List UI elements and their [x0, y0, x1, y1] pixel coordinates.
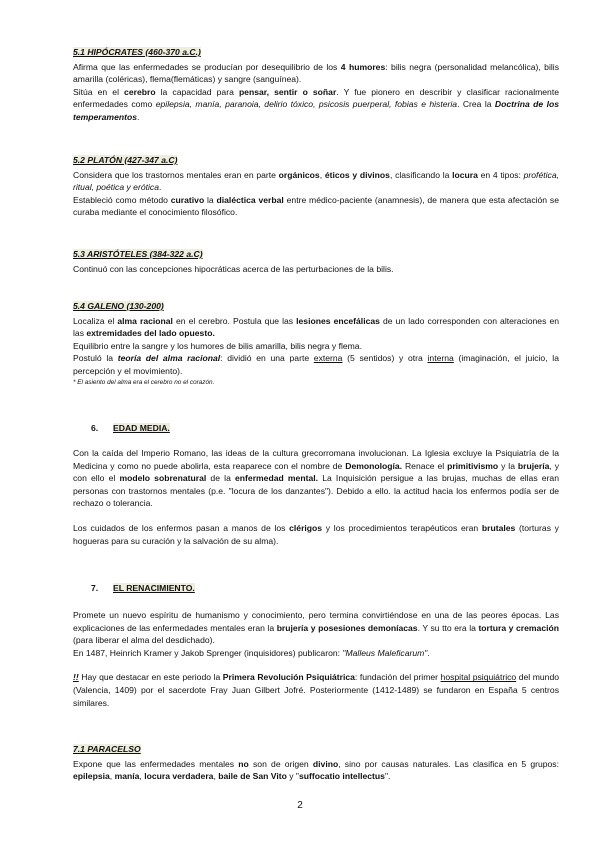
text-run: hospital psiquiátrico	[440, 672, 517, 683]
text-run: en el cerebro. Postula que las	[172, 315, 297, 326]
paragraph	[73, 315, 559, 340]
text-run: y la	[498, 460, 518, 471]
text-run: Promete un nuevo espíritu de humanismo y conocimiento, pero termina convirtiéndose en una de las peores épocas. Las explicaciones de las enfermedades mentales eran la	[73, 610, 559, 633]
text-run: tortura y cremación	[478, 622, 559, 633]
text-run: , clasificando la	[389, 169, 453, 180]
section-heading: 5.1 HIPÓCRATES (460-370 a.C.)	[73, 47, 201, 57]
text-run: curativo	[170, 194, 205, 205]
footnote: * El asiento del alma era el cerebro no el corazón.	[73, 378, 215, 386]
text-run: Sitúa en el	[73, 86, 125, 97]
text-run: clérigos	[289, 522, 323, 533]
paragraph	[73, 194, 559, 219]
text-run: , y con ello el	[73, 460, 559, 484]
paragraph	[73, 671, 559, 709]
paragraph	[73, 447, 559, 510]
text-run: dialéctica verbal	[216, 194, 284, 205]
text-run: : bilis negra (personalidad melancólica), bilis amarilla (coléricas), flema(flemáticas) y sangre (sanguínea).	[73, 61, 559, 85]
text-run: son de origen	[248, 758, 313, 769]
text-run: de un lado corresponden con alteraciones en las	[73, 315, 559, 339]
text-run: ,	[319, 169, 325, 180]
text-run: externa	[313, 353, 343, 364]
renacimiento-body	[73, 609, 559, 709]
text-run: ".	[384, 771, 391, 782]
text-run: interna	[427, 353, 454, 364]
text-run: primitivismo	[447, 460, 499, 471]
text-run: (para liberar el alma del desdichado).	[73, 635, 215, 646]
paragraph	[73, 61, 559, 86]
section-heading: 5.3 ARISTÓTELES (384-322 a.C)	[73, 249, 203, 259]
text-run: éticos y divinos	[324, 169, 390, 180]
text-run: .	[427, 647, 430, 658]
text-run: La Inquisición persigue a las brujas, muchas de ellas eran personas con trastornos mentales (p.e. "locura de los danzantes"). Debido a ello. la actitud hacia los enfermos podía ser de rechazo o tolerancia.	[73, 473, 559, 509]
text-run: ,	[109, 771, 115, 782]
paragraph	[73, 169, 559, 194]
text-run: orgánicos	[278, 169, 320, 180]
text-run: y los procedimientos terapéuticos eran	[322, 522, 482, 533]
text-run: divino	[312, 758, 339, 769]
section-heading: 5.2 PLATÓN (427-347 a.C)	[73, 155, 178, 165]
section-galeno	[73, 300, 559, 387]
text-run: Primera Revolución Psiquiátrica	[222, 672, 355, 683]
text-run: (torturas y hogueras para su curación y la salvación de su alma).	[73, 522, 559, 546]
text-run: la	[204, 194, 217, 205]
text-run: Considera que los trastornos mentales eran en parte	[73, 169, 279, 180]
text-run: Hay que destacar en este periodo la	[78, 672, 223, 683]
text-run: lesiones encefálicas	[296, 315, 380, 326]
text-run: no	[238, 758, 249, 769]
text-run: "Malleus Maleficarum"	[342, 647, 428, 658]
text-run: En 1487, Heinrich Kramer y Jakob Sprenger (inquisidores) publicaron:	[73, 647, 343, 658]
text-run: Estableció como método	[73, 194, 171, 205]
paragraph	[73, 263, 559, 276]
text-run: . Crea la	[457, 99, 495, 110]
paragraph	[73, 522, 559, 547]
text-run: Expone que las enfermedades mentales	[73, 758, 239, 769]
paragraph	[73, 352, 559, 377]
paragraph	[73, 609, 559, 647]
text-run: y "	[286, 771, 299, 782]
text-run: (imaginación, el juicio, la percepción y el movimiento).	[73, 353, 559, 376]
section-hipocrates	[73, 46, 559, 124]
text-run: . Y fue pionero en describir y clasificar racionalmente enfermedades como	[73, 86, 560, 110]
text-run: manía	[114, 771, 140, 782]
text-run: : dividió en una parte	[220, 353, 314, 364]
section-number: 7.	[91, 583, 99, 593]
section-heading: 7.1 PARACELSO	[73, 744, 141, 754]
text-run: .	[158, 182, 162, 193]
text-run: teoría del alma racional	[117, 353, 221, 364]
paragraph	[73, 86, 559, 124]
text-run: la capacidad para	[155, 86, 239, 97]
text-run: locura verdadera	[144, 771, 214, 782]
text-run: baile de San Vito	[218, 771, 287, 782]
paragraph	[73, 758, 559, 783]
text-run: !!	[73, 672, 79, 683]
text-run: Los cuidados de los enfermos pasan a manos de los	[73, 522, 290, 533]
text-run: Con la caída del Imperio Romano, las ideas de la cultura grecorromana involucionan. La Iglesia excluye la Psiquiatría de la Medicina y como no puede abolirla, esta reaparece con el nombre de	[73, 448, 559, 471]
section-aristoteles	[73, 248, 559, 275]
section-heading: 5.4 GALENO (130-200)	[73, 301, 164, 311]
text-run: : fundación del primer	[354, 672, 441, 683]
text-run: .	[137, 111, 140, 122]
section-heading: EL RENACIMIENTO.	[113, 583, 195, 593]
text-run: , sino por causas naturales. Las clasifica en 5 grupos:	[338, 758, 559, 769]
text-run: epilepsia, manía, paranoia, delirio tóxico, psicosis puerperal, fobias e histeria	[155, 99, 458, 110]
section-paracelso	[73, 743, 559, 783]
paragraph	[73, 647, 559, 660]
paragraph	[73, 340, 559, 353]
text-run: ,	[139, 771, 145, 782]
edad-media-body	[73, 447, 559, 547]
text-run: del mundo (Valencia, 1409) por el sacerdote Fray Juan Gilbert Jofré. Posteriormente (1412-1489) se fundaron en España 5 centros similares.	[73, 672, 560, 708]
text-run: profética, ritual, poética y erótica	[73, 169, 559, 193]
text-run: de la	[206, 473, 236, 484]
text-run: suffocatio intellectus	[298, 771, 385, 782]
text-run: brujería	[517, 460, 550, 471]
text-run: Afirma que las enfermedades se producían por desequilibrio de los	[73, 61, 341, 72]
section-platon	[73, 154, 559, 219]
text-run: Equilibrio entre la sangre y los humores de bilis amarilla, bilis negra y flema.	[73, 340, 362, 351]
text-run: locura	[452, 169, 478, 180]
text-run: Postuló la	[73, 353, 118, 364]
text-run: . Y su tto era la	[417, 622, 479, 633]
section-edad-media	[73, 422, 559, 435]
text-run: ,	[213, 771, 219, 782]
section-number: 6.	[91, 423, 99, 433]
text-run: Renace el	[402, 460, 448, 471]
text-run: (5 sentidos) y otra	[342, 353, 428, 364]
text-run: Continuó con las concepciones hipocráticas acerca de las perturbaciones de la bilis.	[73, 263, 394, 274]
text-run: pensar, sentir o soñar	[238, 86, 337, 97]
text-run: extremidades del lado opuesto.	[86, 328, 215, 339]
text-run: enfermedad mental.	[235, 473, 319, 484]
text-run: en 4 tipos:	[477, 169, 524, 180]
text-run: brujería y posesiones demoníacas	[276, 622, 418, 633]
text-run: Localiza el	[73, 315, 118, 326]
text-run: modelo sobrenatural	[119, 473, 207, 484]
page-number: 2	[297, 800, 303, 811]
section-renacimiento	[73, 582, 559, 595]
section-heading: EDAD MEDIA.	[113, 423, 170, 433]
text-run: Doctrina de los temperamentos	[73, 99, 559, 122]
text-run: brutales	[481, 522, 516, 533]
text-run: alma racional	[117, 315, 173, 326]
text-run: Demonología.	[345, 460, 403, 471]
text-run: epilepsia	[73, 771, 110, 782]
text-run: cerebro	[124, 86, 156, 97]
text-run: entre médico-paciente (anamnesis), de manera que esta afectación se curaba mediante el conocimiento filosófico.	[73, 194, 559, 218]
text-run: 4 humores	[340, 61, 386, 72]
